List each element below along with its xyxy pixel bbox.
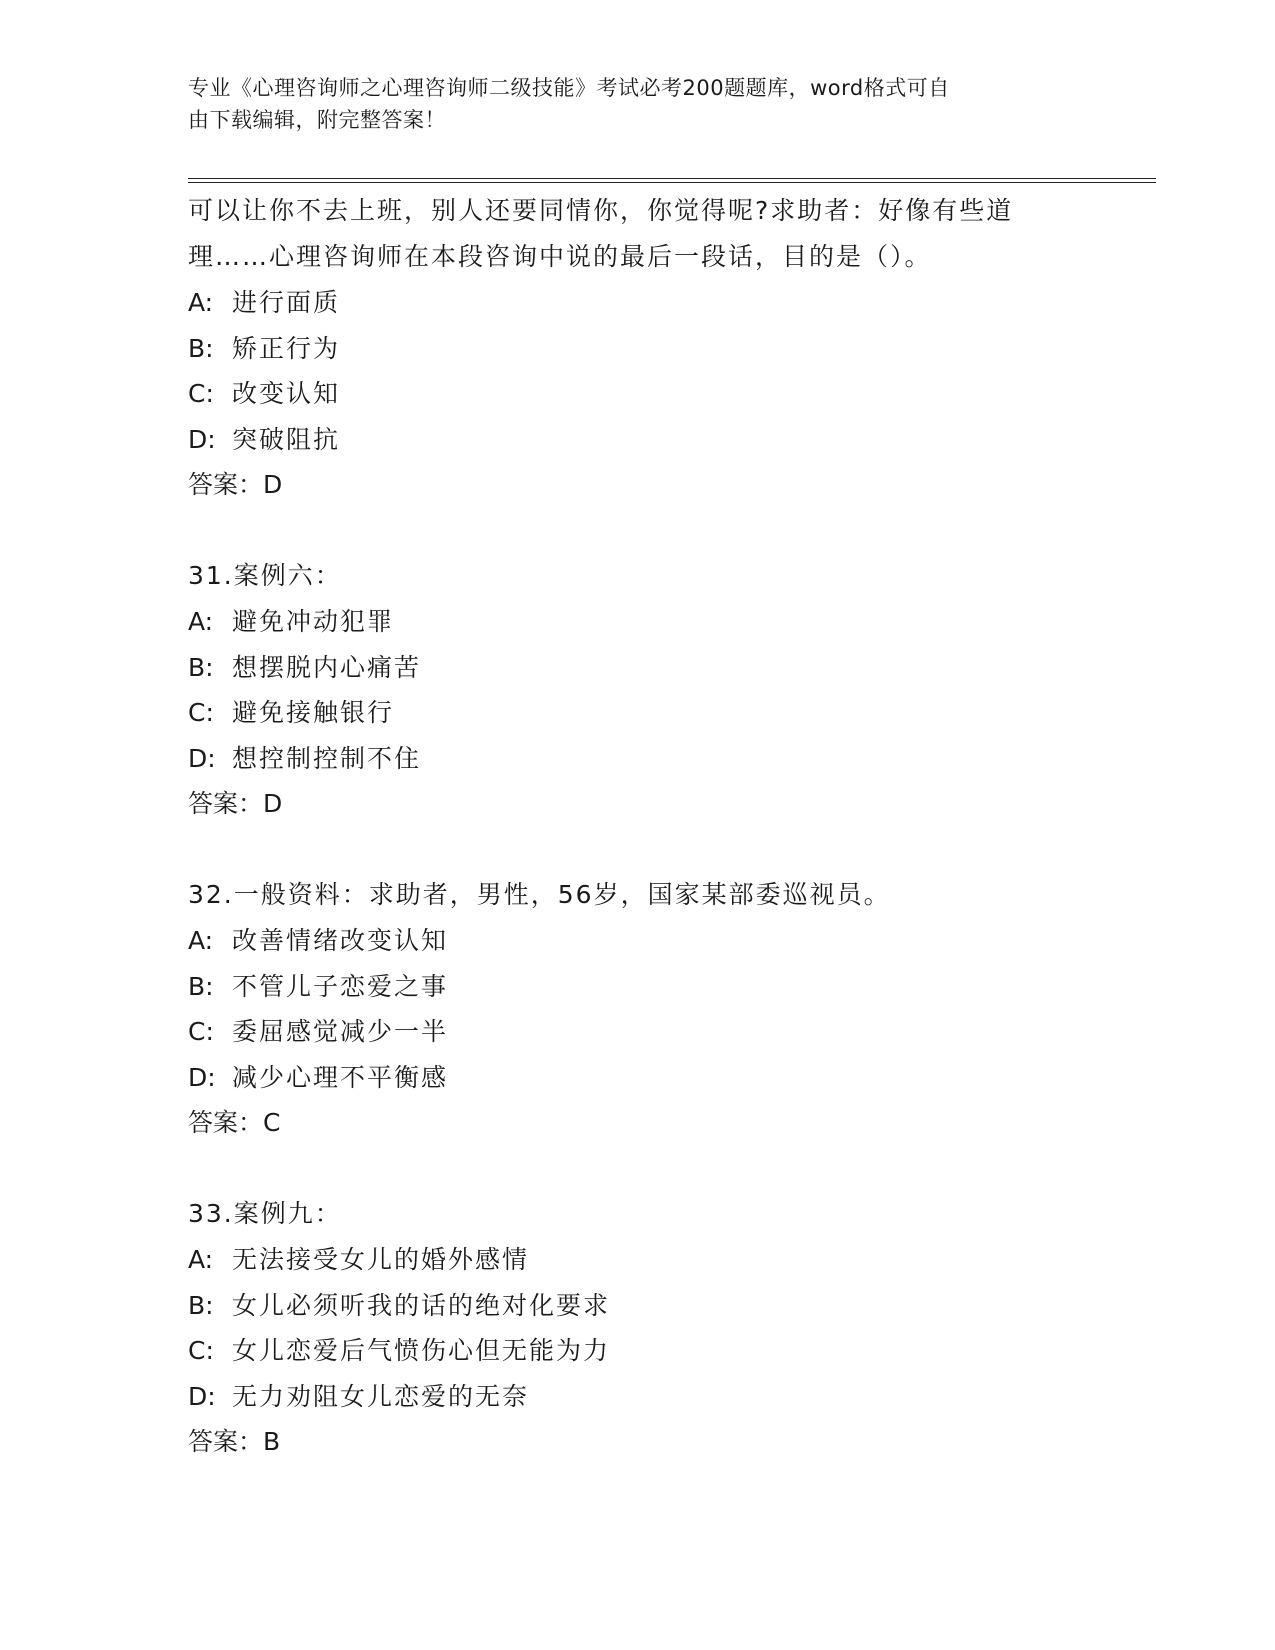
- option-text: 无力劝阻女儿恋爱的无奈: [232, 1381, 530, 1411]
- option-d: [188, 1055, 1088, 1101]
- option-label: C:: [188, 698, 214, 727]
- question-text-line: 理……心理咨询师在本段咨询中说的最后一段话，目的是（）。: [188, 242, 932, 271]
- answer-line: 答案：D: [188, 789, 283, 818]
- option-text: 减少心理不平衡感: [232, 1062, 449, 1092]
- header-divider: [188, 178, 1156, 183]
- answer-line: 答案：C: [188, 1108, 281, 1137]
- document-header: [188, 72, 1068, 136]
- spacer: [188, 1146, 1088, 1191]
- option-c: [188, 371, 1088, 417]
- question-title: 32.一般资料：求助者，男性，56岁，国家某部委巡视员。: [188, 880, 891, 909]
- option-text: 进行面质: [232, 288, 341, 317]
- option-label: B:: [188, 971, 214, 1001]
- option-text: 女儿恋爱后气愤伤心但无能为力: [232, 1336, 611, 1365]
- option-text: 改变认知: [232, 379, 341, 408]
- option-label: D:: [188, 424, 216, 454]
- option-c: [188, 1328, 1088, 1374]
- option-d: [188, 1374, 1088, 1420]
- question-31: [188, 553, 1088, 827]
- option-b: [188, 964, 1088, 1010]
- option-text: 改善情绪改变认知: [232, 926, 449, 955]
- option-a: [188, 1237, 1088, 1283]
- question-continued: [188, 188, 1088, 508]
- option-b: [188, 326, 1088, 372]
- spacer: [188, 827, 1088, 872]
- answer-line: 答案：B: [188, 1427, 281, 1456]
- option-d: [188, 417, 1088, 463]
- question-title: 31.案例六：: [188, 561, 342, 590]
- option-b: [188, 1283, 1088, 1329]
- option-label: C:: [188, 379, 214, 408]
- option-label: B:: [188, 333, 214, 363]
- option-label: D:: [188, 743, 216, 773]
- option-a: [188, 599, 1088, 645]
- question-33: [188, 1191, 1088, 1465]
- spacer: [188, 508, 1088, 553]
- option-text: 突破阻抗: [232, 424, 341, 454]
- option-label: A:: [188, 288, 214, 317]
- option-b: [188, 645, 1088, 691]
- option-label: C:: [188, 1017, 214, 1046]
- option-c: [188, 690, 1088, 736]
- header-line-2: 由下载编辑，附完整答案！: [188, 108, 446, 132]
- option-label: D:: [188, 1381, 216, 1411]
- option-text: 无法接受女儿的婚外感情: [232, 1245, 530, 1274]
- option-label: B:: [188, 1290, 214, 1320]
- option-label: B:: [188, 652, 214, 682]
- option-a: [188, 280, 1088, 326]
- option-label: D:: [188, 1062, 216, 1092]
- option-a: [188, 918, 1088, 964]
- question-list: [188, 188, 1088, 1465]
- option-label: A:: [188, 926, 214, 955]
- option-text: 想摆脱内心痛苦: [232, 652, 422, 682]
- question-title: 33.案例九：: [188, 1199, 342, 1228]
- option-text: 不管儿子恋爱之事: [232, 971, 449, 1001]
- answer-line: 答案：D: [188, 470, 283, 499]
- option-text: 委屈感觉减少一半: [232, 1017, 449, 1046]
- question-text-line: 可以让你不去上班，别人还要同情你，你觉得呢?求助者：好像有些道: [188, 196, 1014, 225]
- option-label: C:: [188, 1336, 214, 1365]
- option-text: 矫正行为: [232, 333, 341, 363]
- option-text: 想控制控制不住: [232, 743, 422, 773]
- option-label: A:: [188, 607, 214, 636]
- question-32: [188, 872, 1088, 1146]
- header-line-1: 专业《心理咨询师之心理咨询师二级技能》考试必考200题题库，word格式可自: [188, 76, 950, 100]
- option-text: 女儿必须听我的话的绝对化要求: [232, 1290, 611, 1320]
- option-text: 避免接触银行: [232, 698, 395, 727]
- option-text: 避免冲动犯罪: [232, 607, 395, 636]
- option-c: [188, 1009, 1088, 1055]
- option-d: [188, 736, 1088, 782]
- option-label: A:: [188, 1245, 214, 1274]
